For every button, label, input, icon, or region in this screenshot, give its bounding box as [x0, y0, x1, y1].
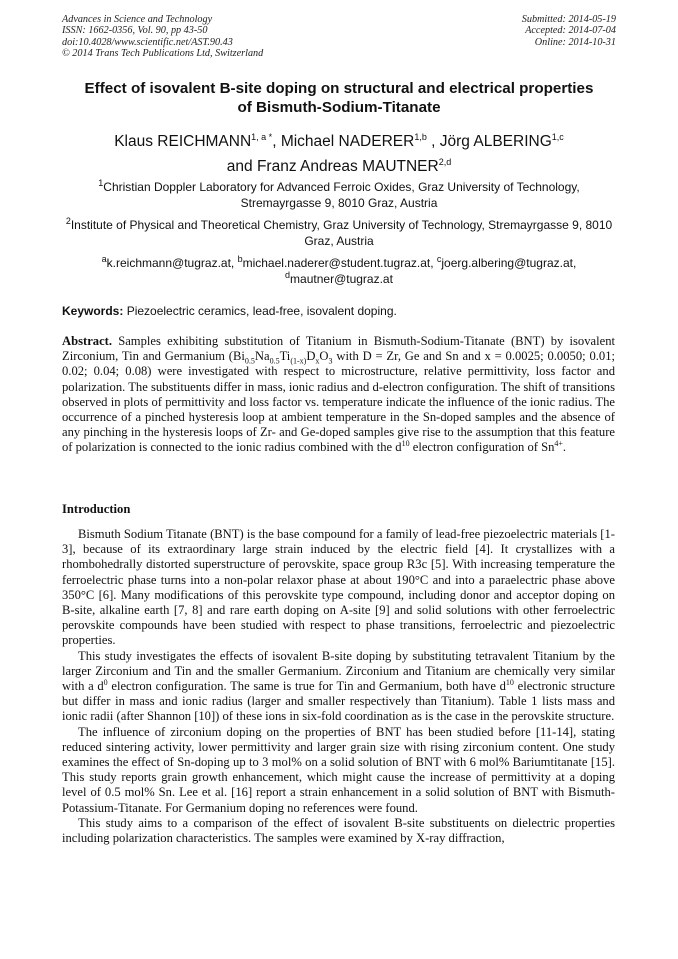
author-and: and [226, 158, 257, 175]
intro-sup: 0 [103, 677, 108, 687]
intro-text: electronic structure but differ in mass and ionic radius (larger and smaller respectively than Titanium). Table 1 lists mass and ionic radii (after Shannon [10]) of these ions in six-fold coordination as is the case in the perovskite structure. [62, 679, 615, 724]
author-name: Jörg ALBERING [439, 133, 552, 150]
affiliation-2 [60, 218, 618, 249]
affiliation-text: Christian Doppler Laboratory for Advanced Ferroic Oxides, Graz University of Technology, Stremayrgasse 9, 8010 Graz, Austria [103, 180, 580, 210]
journal-copyright: © 2014 Trans Tech Publications Ltd, Switzerland [62, 48, 264, 60]
abstract-label: Abstract. [62, 334, 113, 348]
author-separator: , [426, 133, 440, 150]
intro-sup: 10 [505, 677, 514, 687]
author-sup: 1,c [551, 131, 564, 142]
date-submitted: Submitted: 2014-05-19 [521, 14, 616, 25]
author-name: Franz Andreas MAUTNER [256, 158, 439, 175]
date-online: Online: 2014-10-31 [534, 36, 616, 48]
email-d: mautner@tugraz.at [290, 271, 393, 286]
affiliation-1 [60, 180, 618, 211]
email-sup: c [436, 254, 442, 264]
abstract-text: . [562, 440, 567, 455]
author-emails [60, 256, 618, 287]
date-accepted: Accepted: 2014-07-04 [525, 25, 616, 37]
email-sup: b [237, 254, 243, 264]
keywords-text: Piezoelectric ceramics, lead-free, isovalent doping. [123, 304, 397, 318]
title-line-2: of Bismuth-Sodium-Titanate [237, 99, 441, 116]
author-sup: 1, a * [251, 131, 273, 142]
intro-text: This study investigates the effects of isovalent B-site doping by substituting tetravalent Titanium by the larger Zirconium and Tin and the smaller Germanium. Zirconium and Titanium are chemically very similar with a d [62, 648, 615, 694]
journal-info [62, 14, 263, 60]
abstract-text: Ti [279, 349, 291, 364]
intro-text: electron configuration. The same is true for Tin and Germanium, both have d [107, 679, 506, 694]
affiliation-sup: 2 [65, 216, 71, 226]
author-list [40, 129, 638, 179]
affiliation-text: Institute of Physical and Theoretical Chemistry, Graz University of Technology, Stremayrgasse 9, 8010 Graz, Austria [70, 218, 613, 248]
title-line-1: Effect of isovalent B-site doping on structural and electrical properties [84, 80, 594, 97]
abstract-text: electron configuration of Sn [409, 440, 555, 455]
abstract-sub: 0.5 [269, 356, 280, 366]
author-name: Klaus REICHMANN [114, 133, 252, 150]
author-name: Michael NADERER [280, 133, 415, 150]
author-separator: , [272, 133, 281, 150]
email-sup: d [285, 269, 291, 280]
keywords [62, 304, 616, 319]
introduction-body [62, 527, 615, 846]
author-sup: 1,b [414, 131, 427, 142]
affiliation-sup: 1 [98, 178, 104, 188]
email-b: michael.naderer@student.tugraz.at, [242, 256, 437, 270]
section-heading-introduction: Introduction [62, 502, 131, 516]
abstract-sub: 0.5 [244, 356, 255, 366]
abstract-text: Na [254, 349, 270, 364]
email-sup: a [101, 254, 107, 264]
email-c: joerg.albering@tugraz.at, [441, 256, 577, 270]
journal-issn: ISSN: 1662-0356, Vol. 90, pp 43-50 [62, 25, 208, 37]
abstract [62, 334, 615, 456]
author-sup: 2,d [438, 156, 452, 167]
email-a: k.reichmann@tugraz.at, [106, 256, 238, 270]
publication-dates [522, 14, 616, 48]
intro-paragraph-4: This study aims to a comparison of the effect of isovalent B-site substituents on dielectric properties including polarization characteristics. The samples were examined by X-ray diffraction, [62, 815, 615, 846]
intro-paragraph-1: Bismuth Sodium Titanate (BNT) is the base compound for a family of lead-free piezoelectric materials [1-3], because of its extraordinary large strain induced by the electric field [4]. It crystallizes with a rhombohedrally distorted superstructure of perovskite, space group R3c [5]. With increasing temperature the ferroelectric phase turns into a non-polar relaxor phase at about 190°C and into a paraelectric phase above 350°C [6]. Many modifications of this perovskite type compound, including donor and acceptor doping on B-site, alkaline earth [7, 8] and rare earth doping on A-site [9] and solid solutions with other ferroelectric perovskite compounds have been studied with respect to phase transitions, ferroelectric and piezoelectric properties. [62, 527, 615, 648]
abstract-sup: 10 [401, 439, 410, 449]
paper-title [40, 79, 638, 117]
keywords-label: Keywords: [62, 304, 124, 318]
abstract-sub: x [315, 356, 320, 366]
author-line-1 [40, 129, 638, 154]
author-line-2 [40, 154, 638, 179]
abstract-text: D [306, 349, 316, 364]
abstract-text: with D = Zr, Ge and Sn and x = 0.0025; 0.0050; 0.01; 0.02; 0.04; 0.08) were investigated with respect to microstructure, relative permittivity, loss factor and polarization. The substituents differ in mass, ionic radius and d-electron configuration. The shift of transitions observed in plots of permittivity and loss factor vs. temperature indicate the influence of the ionic radius. The occurrence of a pinched hysteresis loop at ambient temperature in the Sn-doped samples and the absence of any pinching in the hysteresis loops of Zr- and Ge-doped samples give rise to the assumption that this feature of polarization is connected to the ionic radius combined with the d [62, 349, 615, 455]
journal-doi: doi:10.4028/www.scientific.net/AST.90.43 [62, 36, 233, 48]
abstract-text: Samples exhibiting substitution of Titanium in Bismuth-Sodium-Titanate (BNT) by isovalent Zirconium, Tin and Germanium (Bi [62, 334, 615, 364]
abstract-sub: (1-x) [290, 356, 307, 366]
abstract-sup: 4+ [554, 439, 563, 449]
abstract-text: O [319, 349, 329, 364]
journal-name: Advances in Science and Technology [62, 14, 213, 25]
abstract-sub: 3 [328, 356, 333, 366]
intro-paragraph-3: The influence of zirconium doping on the properties of BNT has been studied before [11-14], stating reduced sintering activity, lower permittivity and larger grain size with rising zirconium content. One study examines the effect of Sn-doping up to 3 mol% on a solid solution of BNT with 6 mol% Bariumtitanate [15]. This study reports grain growth enhancement, which might cause the increase of permittivity at a doping level of 0.5 mol% Sn. Lee et al. [16] report a strain enhancement in a solid solution of BNT with Bismuth-Potassium-Titanate. For Germanium doping no references were found. [62, 724, 615, 815]
intro-paragraph-2 [62, 649, 615, 725]
